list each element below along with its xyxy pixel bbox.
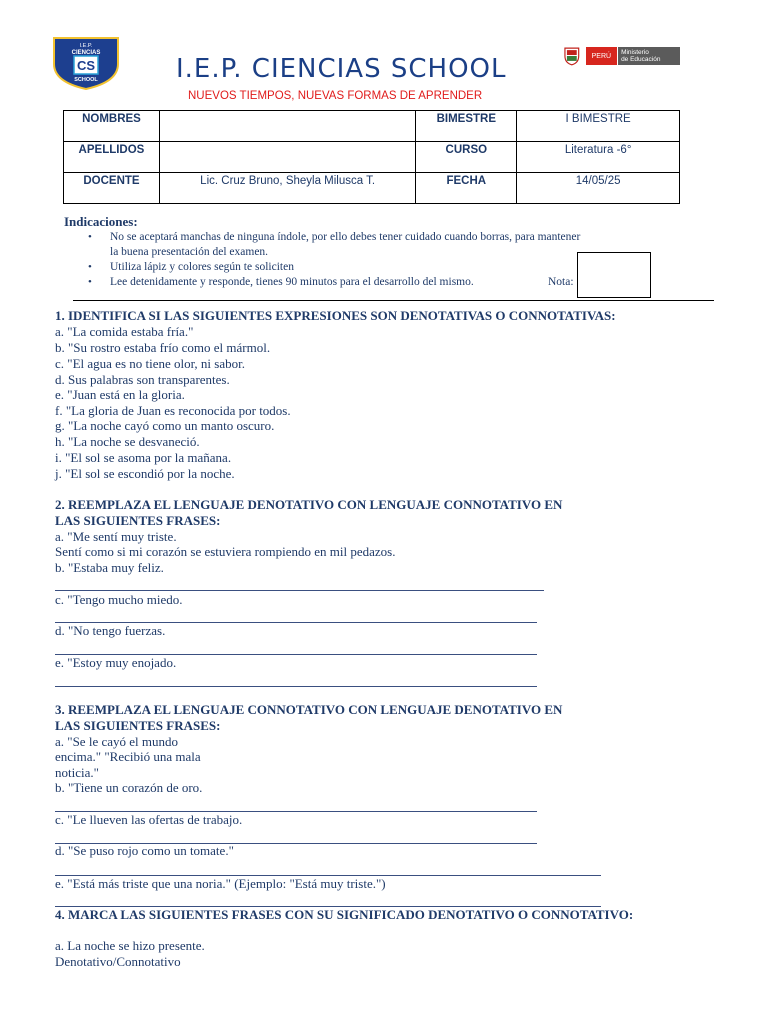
s1-item-g: g. "La noche cayó como un manto oscuro. <box>55 418 275 433</box>
section2-title-line1: 2. REEMPLAZA EL LENGUAJE DENOTATIVO CON LENGUAJE CONNOTATIVO EN <box>55 497 563 512</box>
s3-item-a-line3: noticia." <box>55 765 99 780</box>
answer-line[interactable] <box>55 590 544 591</box>
list-item: • No se aceptará manchas de ninguna índole, por ello debes tener cuidado cuando borras, para mantener <box>88 231 581 243</box>
section2-title-line2: LAS SIGUIENTES FRASES: <box>55 513 221 528</box>
logo-text-mid: CIENCIAS <box>71 50 101 56</box>
docente-value: Lic. Cruz Bruno, Sheyla Milusca T. <box>159 173 415 204</box>
fecha-value: 14/05/25 <box>517 173 680 204</box>
ministry-line2: de Educación <box>621 56 661 63</box>
s2-item-a: a. "Me sentí muy triste. <box>55 529 177 544</box>
s3-item-b: b. "Tiene un corazón de oro. <box>55 780 203 795</box>
s3-item-c: c. "Le llueven las ofertas de trabajo. <box>55 812 243 827</box>
peru-shield-icon <box>562 46 582 66</box>
apellidos-field[interactable] <box>159 142 415 173</box>
nota-label: Nota: <box>548 276 574 288</box>
s2-item-a-answer: Sentí como si mi corazón se estuviera rompiendo en mil pedazos. <box>55 544 396 559</box>
section3-title-line2: LAS SIGUIENTES FRASES: <box>55 718 221 733</box>
logo-text-bottom: SCHOOL <box>74 77 98 83</box>
bullet-icon: • <box>88 231 92 243</box>
school-logo <box>48 34 124 90</box>
list-item: • Lee detenidamente y responde, tienes 90 minutos para el desarrollo del mismo. <box>88 276 474 288</box>
bullet-icon: • <box>88 261 92 273</box>
apellidos-label: APELLIDOS <box>64 142 160 173</box>
list-item: • Utiliza lápiz y colores según te soliciten <box>88 261 294 273</box>
student-info-table <box>63 110 680 204</box>
s3-item-d: d. "Se puso rojo como un tomate." <box>55 843 234 858</box>
s1-item-a: a. "La comida estaba fría." <box>55 324 194 339</box>
s1-item-b: b. "Su rostro estaba frío como el mármol. <box>55 340 271 355</box>
s3-item-a-line2: encima." "Recibió una mala <box>55 749 201 764</box>
indications-title: Indicaciones: <box>64 214 138 229</box>
peru-label: PERÚ <box>586 47 617 65</box>
curso-value: Literatura -6° <box>517 142 680 173</box>
list-item: la buena presentación del examen. <box>110 246 269 258</box>
s3-item-e: e. "Está más triste que una noria." (Ejemplo: "Está muy triste.") <box>55 876 386 891</box>
bullet-icon: • <box>88 276 92 288</box>
ministry-line1: Ministerio <box>621 49 649 56</box>
school-title: I.E.P. CIENCIAS SCHOOL <box>176 54 507 84</box>
section1-title: 1. IDENTIFICA SI LAS SIGUIENTES EXPRESIONES SON DENOTATIVAS O CONNOTATIVAS: <box>55 308 616 323</box>
s1-item-i: i. "El sol se asoma por la mañana. <box>55 450 232 465</box>
ministry-logo <box>562 46 680 66</box>
bimestre-value: I BIMESTRE <box>517 111 680 142</box>
s4-item-a: a. La noche se hizo presente. <box>55 938 205 953</box>
logo-text-top: I.E.P. <box>79 43 93 49</box>
s2-item-c: c. "Tengo mucho miedo. <box>55 592 183 607</box>
table-row <box>64 173 680 204</box>
ministry-label <box>617 47 680 65</box>
s1-item-j: j. "El sol se escondió por la noche. <box>55 466 235 481</box>
section3-title-line1: 3. REEMPLAZA EL LENGUAJE CONNOTATIVO CON LENGUAJE DENOTATIVO EN <box>55 702 563 717</box>
s1-item-e: e. "Juan está en la gloria. <box>55 387 185 402</box>
s2-item-d: d. "No tengo fuerzas. <box>55 623 166 638</box>
s1-item-c: c. "El agua es no tiene olor, ni sabor. <box>55 356 245 371</box>
s2-item-e: e. "Estoy muy enojado. <box>55 655 177 670</box>
s3-item-a-line1: a. "Se le cayó el mundo <box>55 734 178 749</box>
curso-label: CURSO <box>416 142 517 173</box>
s1-item-h: h. "La noche se desvaneció. <box>55 434 200 449</box>
nombres-label: NOMBRES <box>64 111 160 142</box>
section4-title: 4. MARCA LAS SIGUIENTES FRASES CON SU SIGNIFICADO DENOTATIVO O CONNOTATIVO: <box>55 907 634 922</box>
fecha-label: FECHA <box>416 173 517 204</box>
logo-letters: CS <box>76 58 96 73</box>
divider <box>73 300 714 301</box>
s4-item-a-options[interactable]: Denotativo/Connotativo <box>55 954 181 969</box>
s2-item-b: b. "Estaba muy feliz. <box>55 560 164 575</box>
table-row <box>64 142 680 173</box>
answer-line[interactable] <box>55 686 537 687</box>
bimestre-label: BIMESTRE <box>416 111 517 142</box>
s1-item-d: d. Sus palabras son transparentes. <box>55 372 230 387</box>
docente-label: DOCENTE <box>64 173 160 204</box>
table-row <box>64 111 680 142</box>
nombres-field[interactable] <box>159 111 415 142</box>
nota-box[interactable] <box>577 252 651 298</box>
s1-item-f: f. "La gloria de Juan es reconocida por todos. <box>55 403 291 418</box>
slogan: NUEVOS TIEMPOS, NUEVAS FORMAS DE APRENDER <box>188 90 483 102</box>
